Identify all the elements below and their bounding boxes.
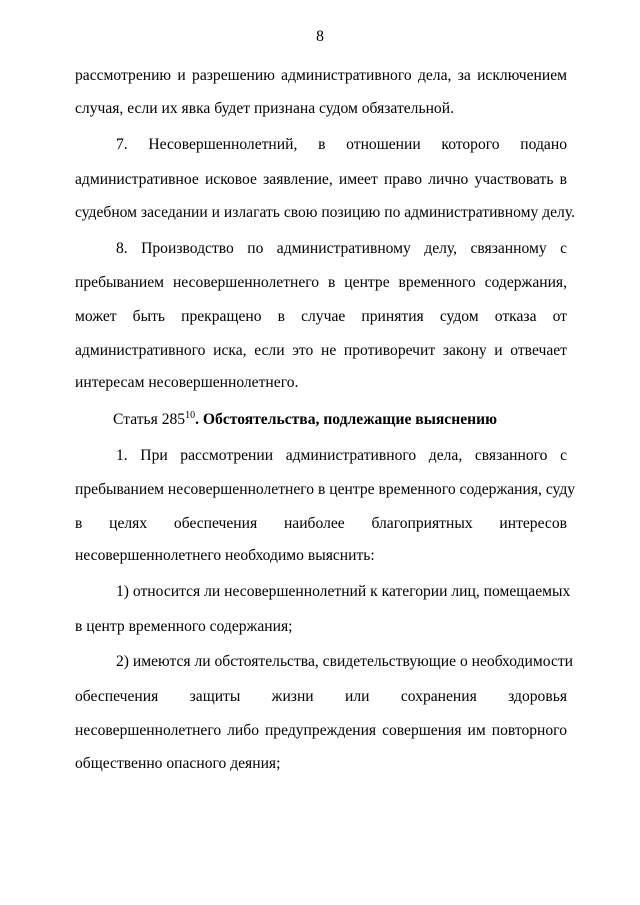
text-line: случая, если их явка будет признана судом обязательной. <box>75 100 454 117</box>
text-line: 1) относится ли несовершеннолетний к категории лиц, помещаемых <box>116 583 571 600</box>
article-title: Обстоятельства, подлежащие выяснению <box>202 411 498 428</box>
text-line: пребыванием несовершеннолетнего в центре временного содержания, суду <box>75 481 576 498</box>
page-number: 8 <box>316 28 324 45</box>
text-line: пребыванием несовершеннолетнего в центре временного содержания, <box>75 274 567 291</box>
text-line: 7. Несовершеннолетний, в отношении которого подано <box>116 136 567 153</box>
article-separator: . <box>195 411 203 428</box>
text-line: интересам несовершеннолетнего. <box>75 374 299 391</box>
text-line: административного иска, если это не противоречит закону и отвечает <box>75 342 567 359</box>
text-line: может быть прекращено в случае принятия судом отказа от <box>75 308 567 325</box>
text-line: в целях обеспечения наиболее благоприятных интересов <box>75 515 567 532</box>
text-line: рассмотрению и разрешению административного дела, за исключением <box>75 67 567 84</box>
text-line: 1. При рассмотрении административного дела, связанного с <box>116 447 567 464</box>
text-line: несовершеннолетнего необходимо выяснить: <box>75 547 375 564</box>
text-line: административное исковое заявление, имеет право лично участвовать в <box>75 171 567 188</box>
text-line: обеспечения защиты жизни или сохранения здоровья <box>75 688 567 705</box>
text-line: общественно опасного деяния; <box>75 755 281 772</box>
article-heading <box>113 410 567 430</box>
article-number: Статья 285 <box>113 411 186 428</box>
text-line: 8. Производство по административному делу, связанному с <box>116 240 567 257</box>
text-line: 2) имеются ли обстоятельства, свидетельствующие о необходимости <box>116 653 574 670</box>
article-superscript: 10 <box>185 409 196 421</box>
text-line: несовершеннолетнего либо предупреждения совершения им повторного <box>75 722 567 739</box>
text-line: в центр временного содержания; <box>75 618 293 635</box>
text-line: судебном заседании и излагать свою позицию по административному делу. <box>75 204 575 221</box>
